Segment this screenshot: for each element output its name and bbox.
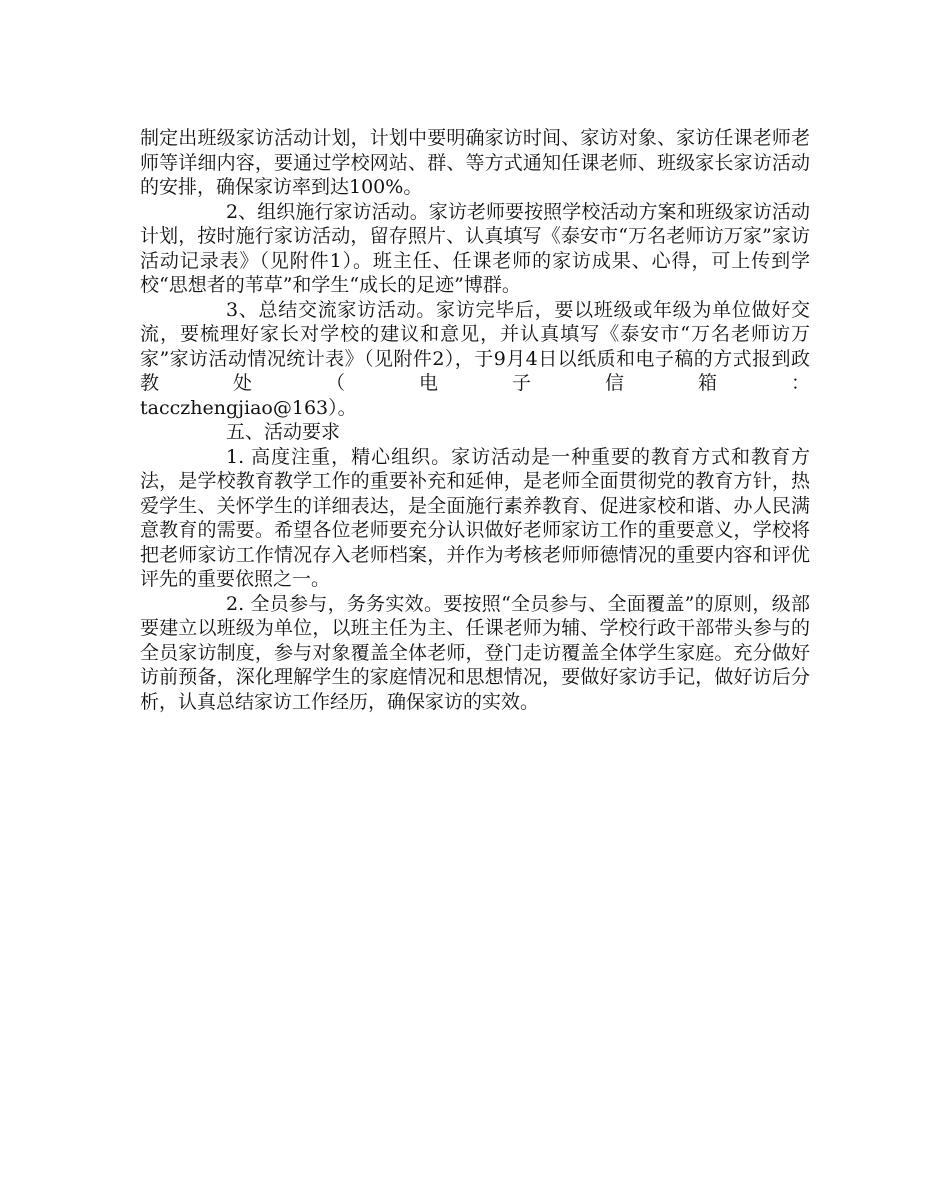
paragraph-email-address: tacczhengjiao@163）。 (140, 396, 357, 419)
paragraph-requirement-1: 1. 高度注重，精心组织。家访活动是一种重要的教育方式和教育方法，是学校教育教学工作的重要补充和延伸，是老师全面贯彻党的教育方针，热爱学生、关怀学生的详细表达，是全面施行素养教育、促进家校和谐、办人民满意教育的需要。希望各位老师要充分认识做好老师家访工作的重要意义，学校将把老师家访工作情况存入老师档案，并作为考核老师师德情况的重要内容和评优评先的重要依照之一。 (140, 445, 810, 590)
paragraph-plan-intro: 制定出班级家访活动计划，计划中要明确家访时间、家访对象、家访任课老师老师等详细内容，要通过学校网站、群、等方式通知任课老师、班级家长家访活动的安排，确保家访率到达100%。 (140, 127, 810, 198)
paragraph-requirement-2: 2. 全员参与，务务实效。要按照“全员参与、全面覆盖”的原则，级部要建立以班级为单位，以班主任为主、任课老师为辅、学校行政干部带头参与的全员家访制度，参与对象覆盖全体老师，登门走访覆盖全体学生家庭。充分做好访前预备，深化理解学生的家庭情况和思想情况，要做好家访手记，做好访后分析，认真总结家访工作经历，确保家访的实效。 (140, 592, 810, 713)
paragraph-organize-visits: 2、组织施行家访活动。家访老师要按照学校活动方案和班级家访活动计划，按时施行家访活动，留存照片、认真填写《泰安市“万名老师访万家”家访活动记录表》（见附件1）。班主任、任课老师的家访成果、心得，可上传到学校“思想者的苇草”和学生“成长的足迹”博群。 (140, 200, 810, 296)
document-body (140, 126, 810, 714)
section-heading-requirements: 五、活动要求 (226, 421, 341, 443)
paragraph-summarize-visits: 3、总结交流家访活动。家访完毕后，要以班级或年级为单位做好交流，要梳理好家长对学校的建议和意见，并认真填写《泰安市“万名老师访万家”家访活动情况统计表》（见附件2），于9月4日以纸质和电子稿的方式报到政教处（电子信箱： (140, 298, 810, 394)
